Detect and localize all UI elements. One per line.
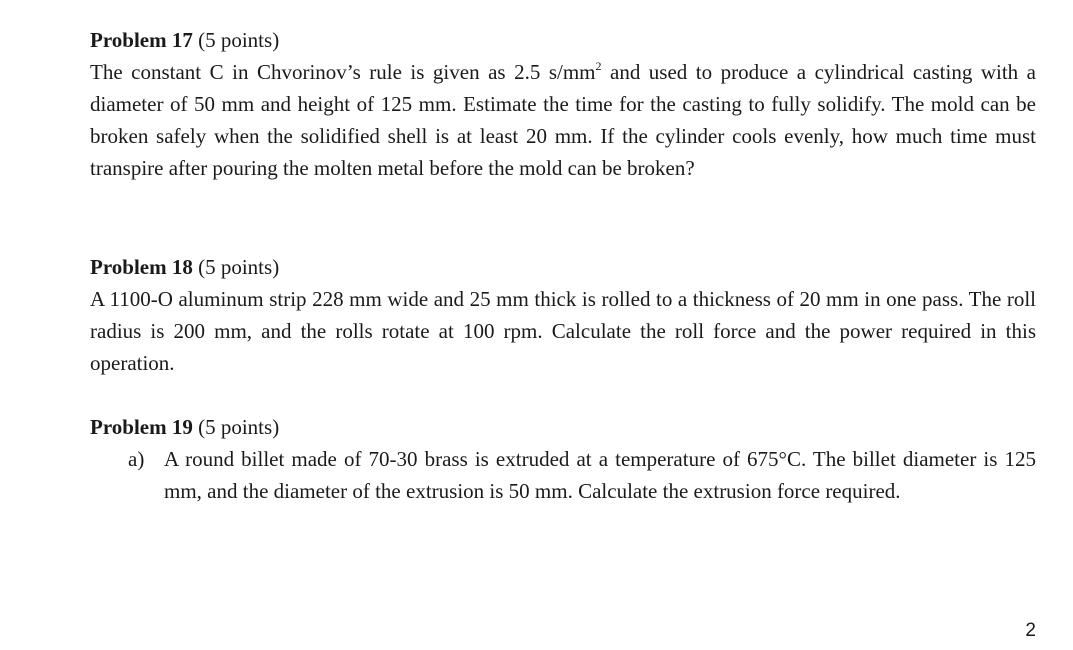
page-number: 2 [1025, 620, 1036, 641]
problem-19-part-a [90, 443, 1036, 507]
problem-17-title: Problem 17 [90, 28, 193, 52]
problem-19-part-a-text: A round billet made of 70-30 brass is extruded at a temperature of 675°C. The billet diameter is 125 mm, and the diameter of the extrusion is 50 mm. Calculate the extrusion force required. [164, 447, 1036, 503]
problem-17 [90, 24, 1036, 184]
problem-18-text: A 1100-O aluminum strip 228 mm wide and 25 mm thick is rolled to a thickness of 20 mm in one pass. The roll radius is 200 mm, and the rolls rotate at 100 rpm. Calculate the roll force and the power required in this operation. [90, 287, 1036, 375]
problem-19 [90, 411, 1036, 507]
problem-18-title: Problem 18 [90, 255, 193, 279]
problem-18-points: (5 points) [198, 255, 280, 279]
problem-19-heading [90, 411, 1036, 443]
problem-18-heading [90, 251, 1036, 283]
problem-17-heading [90, 24, 1036, 56]
problem-19-part-a-marker: a) [128, 447, 145, 471]
problem-17-points: (5 points) [198, 28, 280, 52]
problem-17-text [90, 56, 1036, 184]
problem-19-title: Problem 19 [90, 415, 193, 439]
problem-17-superscript: 2 [595, 59, 602, 73]
problem-17-text-part2: and used to produce a cylindrical casting with a diameter of 50 mm and height of 125 mm. Estimate the time for the casting to fully solidify. The mold can be broken safely when the solidified shell is at least 20 mm. If the cylinder cools evenly, how much time must transpire after pouring the molten metal before the mold can be broken? [90, 60, 1036, 180]
problem-17-text-part1: The constant C in Chvorinov’s rule is given as 2.5 s/mm [90, 60, 596, 84]
problem-18 [90, 251, 1036, 379]
problem-19-points: (5 points) [198, 415, 280, 439]
